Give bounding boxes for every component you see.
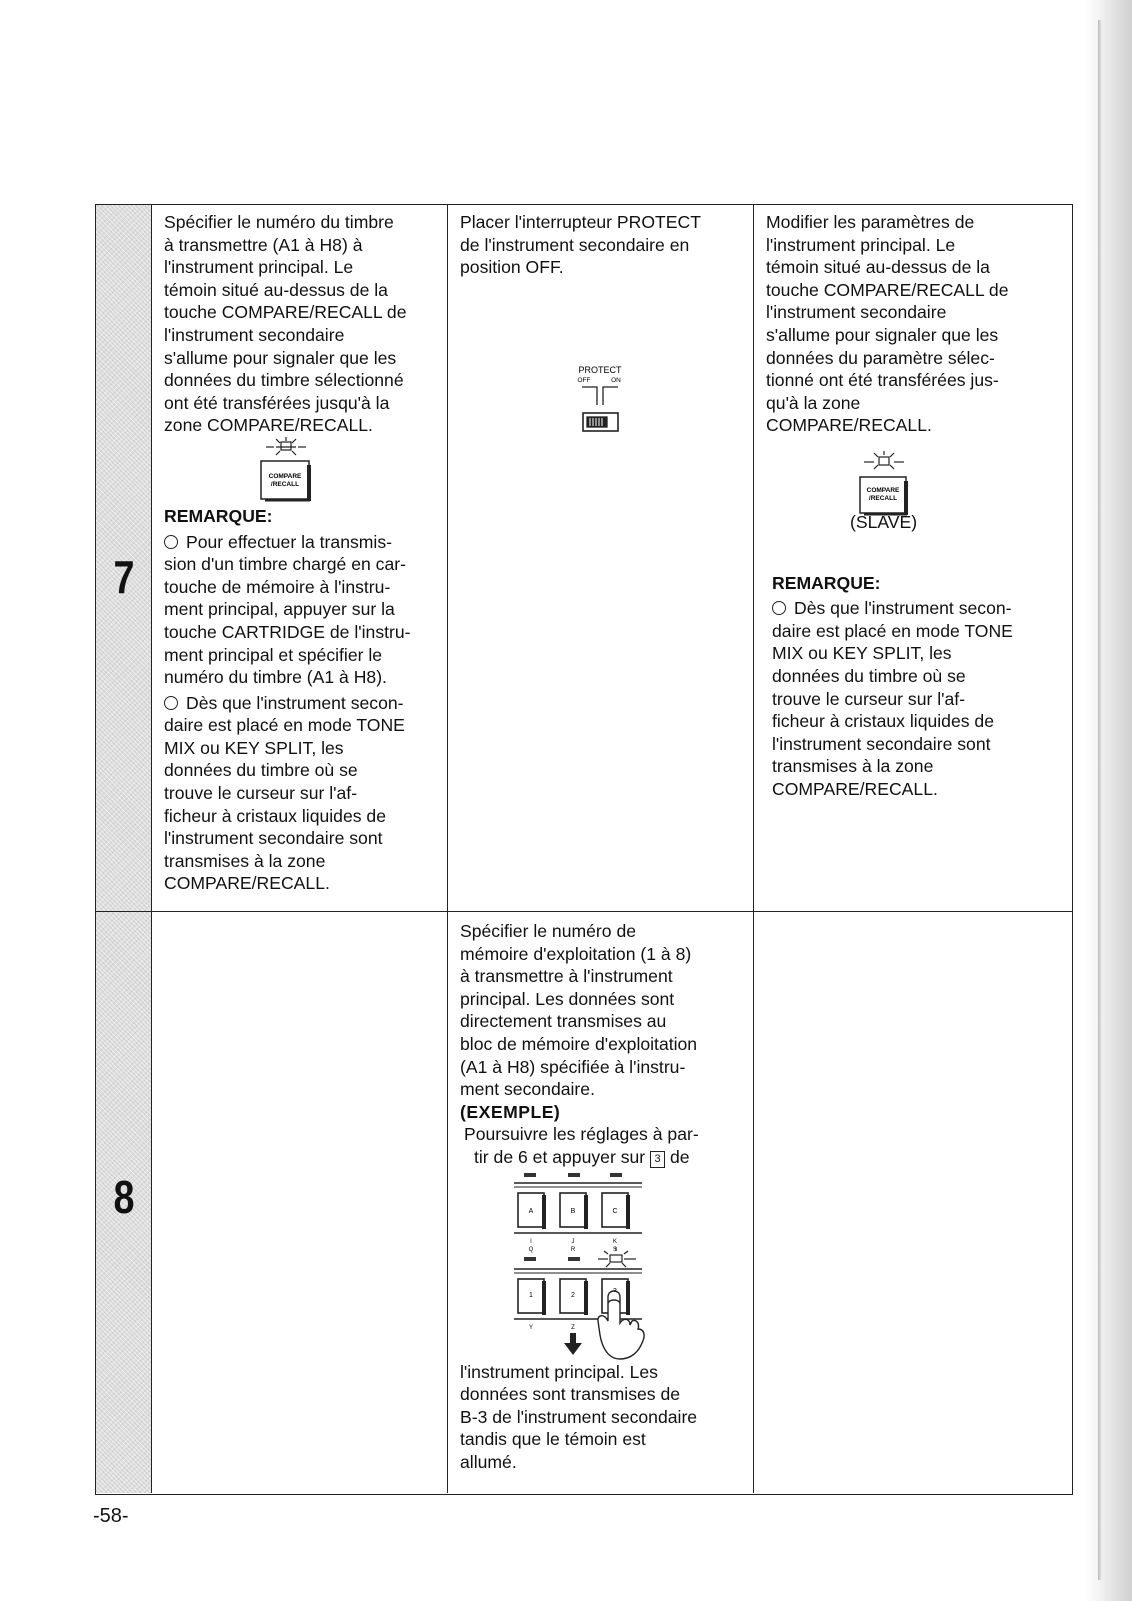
text-line: MIX ou KEY SPLIT, les xyxy=(772,643,952,664)
text-line: trouve le curseur sur l'af- xyxy=(772,688,966,709)
step-8-col-1 xyxy=(152,912,448,1493)
text-line: COMPARE/RECALL. xyxy=(766,415,932,436)
text-line: Placer l'interrupteur PROTECT xyxy=(460,212,701,232)
text-line: ficheur à cristaux liquides de xyxy=(772,711,994,732)
text-line: allumé. xyxy=(460,1451,517,1472)
text-line: Dès que l'instrument secon- xyxy=(186,692,404,713)
text-line: ment secondaire. xyxy=(460,1079,595,1100)
sublabel: S xyxy=(612,1246,618,1253)
text-line: (A1 à H8) spécifiée à l'instru- xyxy=(460,1056,686,1077)
text-line: à transmettre à l'instrument xyxy=(460,966,673,987)
switch-title: PROTECT xyxy=(578,364,622,375)
text-line: tir de 6 et appuyer sur xyxy=(474,1146,646,1167)
text-line: MIX ou KEY SPLIT, les xyxy=(164,737,344,758)
text-line: l'instrument secondaire sont xyxy=(164,828,383,849)
slave-caption: (SLAVE) xyxy=(850,511,918,532)
text-line: principal. Les données sont xyxy=(460,988,675,1009)
step-number-column xyxy=(96,912,152,1493)
step-number: 8 xyxy=(113,1171,135,1223)
protect-switch-icon xyxy=(560,363,640,443)
sublabel: J xyxy=(571,1238,575,1245)
text-line: l'instrument secondaire sont xyxy=(772,733,991,754)
bullet-circle-icon xyxy=(772,601,786,615)
step-number: 7 xyxy=(113,551,135,603)
step-7-col-1 xyxy=(152,205,448,911)
note-title: REMARQUE: xyxy=(772,572,881,593)
switch-off-label: OFF xyxy=(577,376,591,384)
step-row-8 xyxy=(96,912,1072,1493)
note-item xyxy=(164,531,437,689)
instruction-table xyxy=(95,204,1073,1495)
text-line: daire est placé en mode TONE xyxy=(164,715,405,736)
text-line: Pour effectuer la transmis- xyxy=(186,531,392,552)
text-line: B-3 de l'instrument secondaire xyxy=(460,1406,698,1427)
text-line: Dès que l'instrument secon- xyxy=(794,598,1012,619)
text-line: s'allume pour signaler que les xyxy=(766,324,999,345)
step-number-column xyxy=(96,205,152,911)
text-line: de xyxy=(669,1146,690,1167)
text-line: touche COMPARE/RECALL de xyxy=(164,302,407,323)
text-line: tionné ont été transférées jus- xyxy=(766,370,999,391)
text-line: ont été transférées jusqu'à la xyxy=(164,392,390,413)
text-line: transmises à la zone xyxy=(164,850,326,871)
text-line: témoin situé au-dessus de la xyxy=(164,279,388,300)
compare-recall-button-icon xyxy=(256,437,356,505)
sublabel: K xyxy=(612,1238,618,1245)
text-line: l'instrument principal. Les xyxy=(460,1361,658,1382)
led-indicators xyxy=(524,1173,622,1177)
page-binding-edge xyxy=(1084,0,1132,1601)
memory-keys-diagram xyxy=(504,1171,704,1361)
text-line: COMPARE/RECALL. xyxy=(164,873,330,894)
text-line: l'instrument principal. Le xyxy=(164,257,354,278)
step-row-7 xyxy=(96,205,1072,912)
example-title: (EXEMPLE) xyxy=(460,1101,561,1122)
finger-press-icon xyxy=(598,1291,644,1359)
key-3-symbol: 3 xyxy=(650,1151,665,1168)
note-title: REMARQUE: xyxy=(164,505,273,526)
binding-shadow xyxy=(1098,20,1102,1580)
text-line: ficheur à cristaux liquides de xyxy=(164,805,386,826)
text-line: données du timbre sélectionné xyxy=(164,370,404,391)
switch-on-label: ON xyxy=(611,376,621,384)
key-label: B xyxy=(570,1207,576,1215)
text-line: ment principal, appuyer sur la xyxy=(164,599,395,620)
text-line: trouve le curseur sur l'af- xyxy=(164,783,358,804)
button-label: /RECALL xyxy=(270,480,300,488)
key-label: C xyxy=(612,1207,618,1215)
text-line: Poursuivre les réglages à par- xyxy=(464,1124,699,1145)
text-line: qu'à la zone xyxy=(766,392,861,413)
example-line xyxy=(474,1146,743,1169)
text-line: numéro du timbre (A1 à H8). xyxy=(164,667,387,688)
button-label: COMPARE xyxy=(268,472,302,480)
sublabel: I xyxy=(530,1238,532,1245)
instruction-text xyxy=(164,211,437,437)
text-line: mémoire d'exploitation (1 à 8) xyxy=(460,943,692,964)
text-line: témoin situé au-dessus de la xyxy=(766,257,990,278)
text-line: à transmettre (A1 à H8) à xyxy=(164,234,363,255)
page-number: -58- xyxy=(93,1505,129,1527)
text-line: données du timbre où se xyxy=(164,760,358,781)
text-line: directement transmises au xyxy=(460,1011,667,1032)
text-line: sion d'un timbre chargé en car- xyxy=(164,554,406,575)
text-line: position OFF. xyxy=(460,257,564,278)
sublabel: R xyxy=(570,1246,576,1253)
text-line: ment principal et spécifier le xyxy=(164,644,383,665)
text-line: COMPARE/RECALL. xyxy=(772,778,938,799)
text-line: l'instrument secondaire xyxy=(164,324,345,345)
text-line: de l'instrument secondaire en xyxy=(460,234,690,255)
text-line: tandis que le témoin est xyxy=(460,1429,646,1450)
key-label: 1 xyxy=(529,1291,533,1299)
text-line: Modifier les paramètres de xyxy=(766,212,975,232)
text-line: données du paramètre sélec- xyxy=(766,347,995,368)
step-8-col-2 xyxy=(448,912,754,1493)
step-7-col-2 xyxy=(448,205,754,911)
text-line: daire est placé en mode TONE xyxy=(772,620,1013,641)
text-line: zone COMPARE/RECALL. xyxy=(164,415,373,436)
sublabel: Q xyxy=(528,1246,534,1253)
button-label: /RECALL xyxy=(868,494,898,502)
step-7-col-3 xyxy=(754,205,1072,911)
text-line: données sont transmises de xyxy=(460,1384,681,1405)
text-line: touche COMPARE/RECALL de xyxy=(766,279,1009,300)
key-label: A xyxy=(528,1207,534,1215)
note-item xyxy=(164,692,437,895)
step-8-col-3 xyxy=(754,912,1072,1493)
sublabel: Z xyxy=(571,1324,575,1331)
text-line: touche CARTRIDGE de l'instru- xyxy=(164,621,411,642)
text-line: Spécifier le numéro de xyxy=(460,921,637,941)
text-line: l'instrument secondaire xyxy=(766,302,947,323)
button-label: COMPARE xyxy=(866,486,900,494)
text-line: bloc de mémoire d'exploitation xyxy=(460,1033,698,1054)
bullet-circle-icon xyxy=(164,535,178,549)
text-line: Spécifier le numéro du timbre xyxy=(164,212,394,232)
text-line: touche de mémoire à l'instru- xyxy=(164,576,391,597)
sublabel: Y xyxy=(528,1324,534,1331)
down-arrow-icon xyxy=(564,1333,582,1355)
text-line: l'instrument principal. Le xyxy=(766,234,956,255)
text-line: s'allume pour signaler que les xyxy=(164,347,397,368)
text-line: transmises à la zone xyxy=(772,756,934,777)
text-line: données du timbre où se xyxy=(772,665,966,686)
bullet-circle-icon xyxy=(164,696,178,710)
key-label: 2 xyxy=(571,1291,575,1299)
note-item xyxy=(772,597,1062,800)
